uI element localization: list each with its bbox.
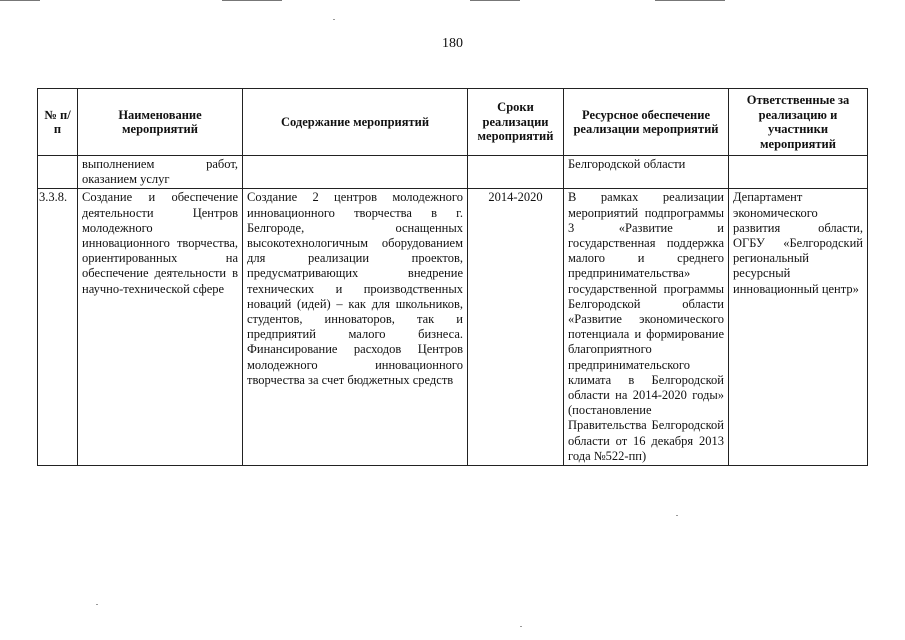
- header-num: № п/п: [38, 89, 78, 156]
- header-terms: Сроки реализации мероприятий: [468, 89, 564, 156]
- header-resources: Ресурсное обеспечение реализации мероприятий: [564, 89, 729, 156]
- cell-terms: [468, 156, 564, 189]
- page-number: 180: [442, 36, 463, 51]
- table-row: [38, 189, 868, 466]
- cell-responsible: [729, 156, 868, 189]
- scan-artifact-line: [655, 0, 725, 1]
- cell-content: [243, 156, 468, 189]
- header-content: Содержание мероприятий: [243, 89, 468, 156]
- scan-artifact-line: [470, 0, 520, 1]
- header-responsible: Ответственные за реализацию и участники мероприятий: [729, 89, 868, 156]
- scan-speck: [96, 604, 98, 605]
- cell-terms: 2014-2020: [468, 189, 564, 466]
- cell-num: 3.3.8.: [38, 189, 78, 466]
- cell-num: [38, 156, 78, 189]
- cell-responsible: Департамент экономического развития области, ОГБУ «Белгородский региональный ресурсный инновационный центр»: [729, 189, 868, 466]
- table-header-row: [38, 89, 868, 156]
- cell-resources: В рамках реализации мероприятий подпрограммы 3 «Развитие и государственная поддержка малого и среднего предпринимательства» государственной программы Белгородской области «Развитие экономического потенциала и формирование благоприятного предпринимательского климата в Белгородской области на 2014-2020 годы» (постановление Правительства Белгородской области от 16 декабря 2013 года №522-пп): [564, 189, 729, 466]
- table-row-continuation: [38, 156, 868, 189]
- scan-speck: [520, 626, 522, 627]
- cell-name: Создание и обеспечение деятельности Центров молодежного инновационного творчества, ориентированных на обеспечение деятельности в научно-технической сфере: [78, 189, 243, 466]
- cell-resources: Белгородской области: [564, 156, 729, 189]
- cell-name: выполнением работ, оказанием услуг: [78, 156, 243, 189]
- measures-table: [37, 88, 868, 466]
- scan-speck: [676, 515, 678, 516]
- scan-artifact-line: [222, 0, 282, 1]
- scan-speck: [333, 19, 335, 20]
- header-name: Наименование мероприятий: [78, 89, 243, 156]
- cell-content: Создание 2 центров молодежного инновационного творчества в г. Белгороде, оснащенных высокотехнологичным оборудованием для реализации проектов, предусматривающих внедрение технических и производственных новаций (идей) – как для школьников, студентов, инноваторов, так и предприятий малого бизнеса. Финансирование расходов Центров молодежного инновационного творчества за счет бюджетных средств: [243, 189, 468, 466]
- scan-artifact-line: [0, 0, 40, 1]
